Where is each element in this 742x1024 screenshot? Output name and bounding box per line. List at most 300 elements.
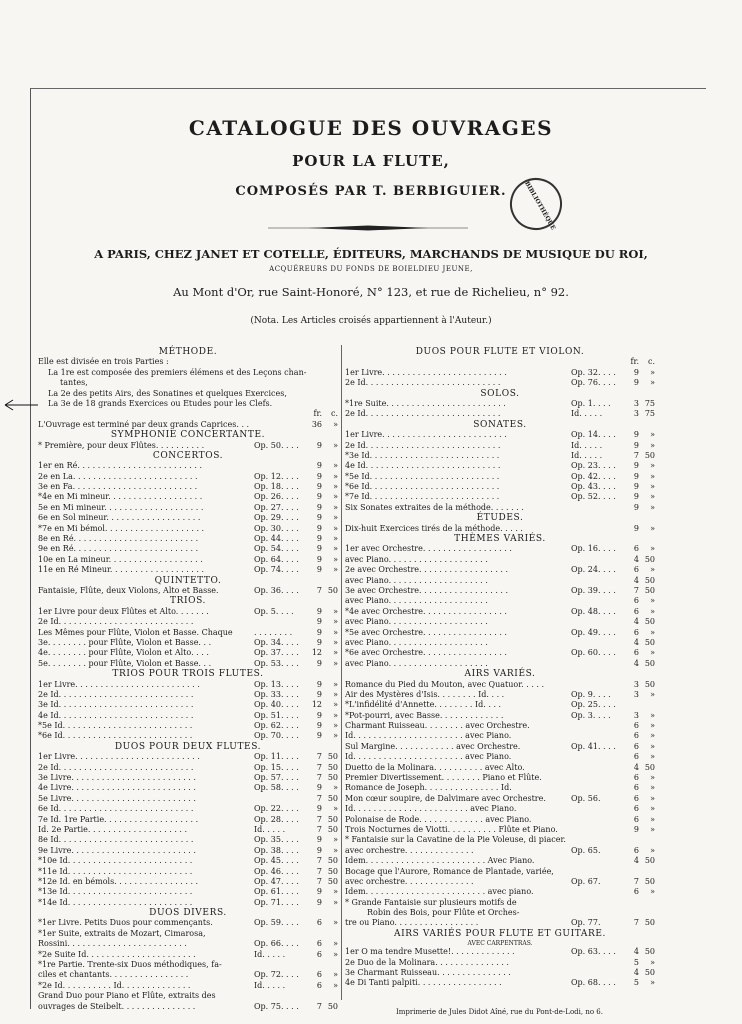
entry-title: *3e Id. . . . . . . . . . . . . . . . . . . . . . . . . . (345, 450, 500, 460)
catalogue-entry (38, 856, 338, 866)
catalogue-entry (38, 918, 338, 928)
entry-opus: Op. 58. . . . (254, 783, 299, 793)
entry-opus: Op. 75. . . . (254, 1001, 299, 1011)
entry-opus: . . . . . . . . (254, 627, 293, 637)
entry-price-centimes: » (650, 492, 655, 502)
catalogue-entry (38, 638, 338, 648)
entry-price-centimes: 50 (327, 762, 338, 772)
entry-opus: Op. 56. (571, 793, 601, 803)
catalogue-entry (38, 441, 338, 451)
publisher-subline: ACQUÉREURS DU FONDS DE BOIELDIEU JEUNE, (269, 265, 473, 273)
entry-price-francs: 9 (316, 783, 322, 793)
entry-price-centimes: » (650, 793, 655, 803)
catalogue-note: Elle est divisée en trois Parties : (38, 357, 169, 367)
entry-price-centimes: » (650, 523, 655, 533)
entry-price-francs: 7 (316, 752, 322, 762)
entry-title: 5e Livre. . . . . . . . . . . . . . . . . . . . . . . . . (38, 793, 196, 803)
entry-title: Six Sonates extraites de la méthode. . . . . . . (345, 502, 524, 512)
entry-price-francs: 9 (316, 523, 322, 533)
entry-opus: Op. 1. . . . (571, 398, 611, 408)
entry-title: 1er Livre. . . . . . . . . . . . . . . . . . . . . . . . . (345, 430, 507, 440)
catalogue-entry (38, 846, 338, 856)
margin-arrow-icon (2, 399, 38, 411)
catalogue-entry (345, 711, 655, 721)
entry-opus: Op. 71. . . . (254, 897, 299, 907)
catalogue-entry (345, 978, 655, 988)
entry-price-francs: 7 (633, 585, 639, 595)
entry-opus: Op. 22. . . . (254, 804, 299, 814)
entry-title: avec Piano. . . . . . . . . . . . . . . . . . . . (345, 658, 488, 668)
entry-price-francs: 7 (316, 1001, 322, 1011)
entry-price-centimes: 50 (644, 876, 655, 886)
entry-price-francs: 9 (316, 887, 322, 897)
entry-title: avec Piano. . . . . . . . . . . . . . . . . . . . (345, 637, 488, 647)
catalogue-entry (345, 648, 655, 658)
entry-opus: Op. 33. . . . (254, 689, 299, 699)
entry-price-francs: 9 (316, 658, 322, 668)
entry-title: ciles et chantants. . . . . . . . . . . . . . . . (38, 970, 189, 980)
entry-title: *7e Id. . . . . . . . . . . . . . . . . . . . . . . . . . (345, 492, 500, 502)
catalogue-entry (38, 409, 338, 419)
entry-price-centimes: » (650, 783, 655, 793)
catalogue-entry (38, 700, 338, 710)
entry-title: *6e Id. . . . . . . . . . . . . . . . . . . . . . . . . . (38, 731, 193, 741)
entry-price-centimes: » (333, 637, 338, 647)
entry-price-centimes: » (650, 502, 655, 512)
catalogue-entry (345, 783, 655, 793)
entry-price-francs: 6 (633, 565, 639, 575)
entry-opus: Op. 50. . . . (254, 440, 299, 450)
entry-price-francs: 6 (633, 544, 639, 554)
entry-opus: Op. 51. . . . (254, 710, 299, 720)
catalogue-note: La 3e de 18 grands Exercices ou Études pour les Clefs. (48, 398, 273, 408)
entry-price-centimes: 50 (327, 876, 338, 886)
catalogue-entry (38, 721, 338, 731)
entry-price-francs: 9 (633, 471, 639, 481)
entry-title: *5e Id. . . . . . . . . . . . . . . . . . . . . . . . . . (38, 721, 193, 731)
entry-price-centimes: » (333, 565, 338, 575)
entry-price-centimes: » (333, 419, 338, 429)
entry-opus: Id. . . . . (571, 440, 603, 450)
entry-title: *5e avec Orchestre. . . . . . . . . . . . . . . . . (345, 627, 507, 637)
printer-footer: Imprimerie de Jules Didot Aîné, rue du Pont-de-Lodi, no 6. (396, 1008, 603, 1016)
catalogue-entry (38, 524, 338, 534)
catalogue-entry (345, 700, 655, 710)
entry-title: 4e Id. . . . . . . . . . . . . . . . . . . . . . . . . . . (345, 461, 501, 471)
catalogue-note: * Grande Fantaisie sur plusieurs motifs de (345, 897, 517, 907)
entry-price-francs: 9 (316, 502, 322, 512)
entry-price-francs: 6 (633, 793, 639, 803)
entry-price-francs: 9 (316, 835, 322, 845)
entry-price-francs: 6 (633, 752, 639, 762)
catalogue-entry (345, 357, 655, 367)
entry-title: Romance de Joseph. . . . . . . . . . . . . . . Id. (345, 783, 512, 793)
entry-title: 1er Livre pour deux Flûtes et Alto. . . . . . . (38, 606, 209, 616)
catalogue-entry (345, 576, 655, 586)
entry-price-francs: 9 (633, 492, 639, 502)
entry-price-centimes: » (650, 606, 655, 616)
catalogue-entry (345, 638, 655, 648)
entry-price-francs: 6 (633, 845, 639, 855)
entry-title: 3e avec Orchestre. . . . . . . . . . . . . . . . . . (345, 585, 509, 595)
catalogue-entry (345, 690, 655, 700)
entry-price-francs: 4 (633, 554, 639, 564)
entry-title: avec Piano. . . . . . . . . . . . . . . . . . . . (345, 575, 488, 585)
entry-price-centimes: 50 (644, 575, 655, 585)
entry-title: 2e Id. . . . . . . . . . . . . . . . . . . . . . . . . . . (345, 378, 501, 388)
entry-price-francs: 6 (316, 939, 322, 949)
section-heading: AIRS VARIÉS POUR FLUTE ET GUITARE. (394, 928, 606, 939)
entry-title: 3e. . . . . . . . pour Flûte, Violon et Basse. . . (38, 637, 212, 647)
entry-title: 3e Id. . . . . . . . . . . . . . . . . . . . . . . . . . . (38, 700, 194, 710)
section-heading: SYMPHONIE CONCERTANTE. (110, 430, 266, 441)
catalogue-entry (345, 731, 655, 741)
entry-price-centimes: 50 (644, 918, 655, 928)
catalogue-entry (345, 441, 655, 451)
catalogue-subtitle: POUR LA FLUTE, (292, 152, 450, 170)
entry-price-centimes: » (333, 658, 338, 668)
catalogue-entry (38, 950, 338, 960)
catalogue-entry (345, 763, 655, 773)
entry-price-francs: 12 (311, 700, 322, 710)
catalogue-note: *1er Suite, extraits de Mozart, Cimarosa, (38, 928, 206, 938)
entry-price-francs: 6 (633, 627, 639, 637)
entry-price-centimes: » (650, 845, 655, 855)
entry-opus: Op. 16. . . . (571, 544, 616, 554)
catalogue-entry (38, 420, 338, 430)
entry-title: 5e en Mi mineur. . . . . . . . . . . . . . . . . . . . (38, 502, 204, 512)
entry-opus: Op. 66. . . . (254, 939, 299, 949)
entry-price-francs: 7 (633, 450, 639, 460)
catalogue-entry (38, 503, 338, 513)
catalogue-entry (38, 513, 338, 523)
entry-price-centimes: » (333, 492, 338, 502)
entry-price-francs: 6 (633, 814, 639, 824)
entry-title: 2e en La. . . . . . . . . . . . . . . . . . . . . . . . . (38, 471, 198, 481)
catalogue-entry (38, 773, 338, 783)
catalogue-entry (345, 825, 655, 835)
entry-title: *11e Id. . . . . . . . . . . . . . . . . . . . . . . . . (38, 866, 193, 876)
entry-opus: Op. 26. . . . (254, 492, 299, 502)
entry-price-francs: 7 (316, 856, 322, 866)
entry-price-francs: 3 (633, 679, 639, 689)
entry-title: 8e Id. . . . . . . . . . . . . . . . . . . . . . . . . . . (38, 835, 194, 845)
entry-opus: Id. . . . . (254, 824, 286, 834)
entry-price-centimes: » (333, 679, 338, 689)
entry-opus: Op. 63. . . . (571, 947, 616, 957)
entry-title: *13e Id. . . . . . . . . . . . . . . . . . . . . . . . . (38, 887, 193, 897)
entry-price-francs: 7 (633, 918, 639, 928)
entry-price-centimes: » (333, 845, 338, 855)
entry-opus: Op. 74. . . . (254, 565, 299, 575)
catalogue-entry (345, 565, 655, 575)
entry-title: 6e en Sol mineur. . . . . . . . . . . . . . . . . . . (38, 513, 201, 523)
entry-price-centimes: » (650, 887, 655, 897)
entry-price-centimes: c. (647, 357, 655, 367)
catalogue-entry (38, 659, 338, 669)
entry-price-francs: 5 (633, 978, 639, 988)
entry-opus: Op. 12. . . . (254, 471, 299, 481)
catalogue-entry (38, 1002, 338, 1012)
entry-opus: Op. 35. . . . (254, 835, 299, 845)
catalogue-entry (345, 877, 655, 887)
entry-title: Rossini. . . . . . . . . . . . . . . . . . . . . . . . (38, 939, 187, 949)
entry-opus: Op. 61. . . . (254, 887, 299, 897)
entry-opus: Op. 25. . . . (571, 700, 616, 710)
entry-title: ouvrages de Steibelt. . . . . . . . . . . . . . . (38, 1001, 196, 1011)
entry-opus: Id. . . . . (254, 949, 286, 959)
entry-price-centimes: » (650, 378, 655, 388)
catalogue-note: * Fantaisie sur la Cavatine de la Pie Voleuse, di piacer. (345, 835, 566, 845)
entry-price-francs: 4 (633, 658, 639, 668)
entry-title: Romance du Pied du Mouton, avec Quatuor. . . . . (345, 679, 545, 689)
catalogue-entry (345, 461, 655, 471)
entry-opus: Op. 53. . . . (254, 658, 299, 668)
entry-title: *6e Id. . . . . . . . . . . . . . . . . . . . . . . . . . (345, 482, 500, 492)
entry-price-francs: fr. (313, 409, 322, 419)
ornamental-rule (268, 224, 468, 232)
catalogue-entry (38, 815, 338, 825)
entry-price-francs: 6 (633, 783, 639, 793)
entry-price-francs: 9 (316, 492, 322, 502)
entry-title: * Première, pour deux Flûtes. . . . . . . . . . (38, 440, 205, 450)
entry-title: 1er Livre. . . . . . . . . . . . . . . . . . . . . . . . . (38, 679, 200, 689)
catalogue-entry (345, 430, 655, 440)
entry-title: 1er O ma tendre Musette!. . . . . . . . . . . . . (345, 947, 515, 957)
entry-title: 2e avec Orchestre. . . . . . . . . . . . . . . . . . (345, 565, 509, 575)
entry-price-francs: 4 (633, 575, 639, 585)
entry-price-francs: 4 (633, 762, 639, 772)
entry-opus: Op. 5. . . . (254, 606, 294, 616)
catalogue-entry (38, 534, 338, 544)
entry-opus: Op. 76. . . . (571, 378, 616, 388)
entry-title: Sul Margine. . . . . . . . . . . . avec Orchestre. (345, 741, 521, 751)
entry-title: 1er en Ré. . . . . . . . . . . . . . . . . . . . . . . . . (38, 461, 202, 471)
catalogue-entry (38, 586, 338, 596)
entry-title: avec Piano. . . . . . . . . . . . . . . . . . . . (345, 596, 488, 606)
entry-price-francs: 4 (633, 968, 639, 978)
entry-price-francs: 6 (633, 596, 639, 606)
entry-price-centimes: 50 (644, 637, 655, 647)
catalogue-note: *1re Partie. Trente-six Duos méthodiques, fa- (38, 960, 222, 970)
catalogue-entry (345, 607, 655, 617)
entry-opus: Op. 62. . . . (254, 721, 299, 731)
entry-title: avec orchestre. . . . . . . . . . . . . . (345, 876, 474, 886)
section-heading: CONCERTOS. (152, 450, 224, 461)
section-heading: ÉTUDES. (476, 513, 524, 524)
entry-price-francs: 9 (316, 554, 322, 564)
entry-title: *Pot-pourri, avec Basse. . . . . . . . . . . . . (345, 710, 504, 720)
entry-opus: Op. 14. . . . (571, 430, 616, 440)
catalogue-entry (345, 378, 655, 388)
entry-price-francs: 7 (316, 876, 322, 886)
entry-price-centimes: 50 (644, 762, 655, 772)
entry-price-centimes: » (333, 606, 338, 616)
entry-price-francs: 4 (633, 637, 639, 647)
entry-price-francs: 3 (633, 689, 639, 699)
entry-title: avec Piano. . . . . . . . . . . . . . . . . . . . (345, 617, 488, 627)
entry-title: 6e Id. . . . . . . . . . . . . . . . . . . . . . . . . . . (38, 804, 194, 814)
entry-title: avec Piano. . . . . . . . . . . . . . . . . . . . (345, 554, 488, 564)
entry-price-francs: 6 (633, 721, 639, 731)
entry-opus: Id. . . . . (254, 980, 286, 990)
entry-price-francs: 6 (316, 918, 322, 928)
entry-title: 4e Di Tanti palpiti. . . . . . . . . . . . . . . . . (345, 978, 502, 988)
entry-opus: Op. 77. (571, 918, 601, 928)
catalogue-entry (345, 794, 655, 804)
entry-price-centimes: » (650, 773, 655, 783)
entry-title: 4e. . . . . . . . pour Flûte, Violon et Alto. . . . (38, 648, 209, 658)
entry-price-centimes: 50 (327, 585, 338, 595)
entry-price-francs: 9 (633, 502, 639, 512)
catalogue-entry (345, 586, 655, 596)
entry-title: *4e avec Orchestre. . . . . . . . . . . . . . . . . (345, 606, 507, 616)
entry-title: *2e Id. . . . . . . . . . Id. . . . . . . . . . . . . . (38, 980, 191, 990)
entry-title: Air des Mystères d'Isis. . . . . . . . Id. . . . (345, 689, 505, 699)
entry-price-centimes: 50 (644, 856, 655, 866)
entry-price-francs: 9 (316, 710, 322, 720)
section-heading: QUINTETTO. (154, 575, 222, 586)
entry-price-centimes: » (650, 482, 655, 492)
entry-price-francs: 6 (633, 606, 639, 616)
entry-opus: Op. 48. . . . (571, 606, 616, 616)
entry-opus: Op. 28. . . . (254, 814, 299, 824)
entry-opus: Op. 59. . . . (254, 918, 299, 928)
entry-price-francs: 9 (316, 627, 322, 637)
catalogue-entry (38, 492, 338, 502)
entry-price-francs: 4 (633, 617, 639, 627)
catalogue-entry (345, 947, 655, 957)
catalogue-entry (345, 958, 655, 968)
entry-price-centimes: » (650, 461, 655, 471)
entry-price-centimes: » (333, 461, 338, 471)
entry-price-centimes: » (333, 918, 338, 928)
entry-title: Id. . . . . . . . . . . . . . . . . . . . . . avec Piano. (345, 731, 512, 741)
catalogue-entry (38, 794, 338, 804)
section-heading: DUOS POUR DEUX FLUTES. (114, 741, 262, 752)
entry-price-francs: 7 (633, 876, 639, 886)
entry-title: *5e Id. . . . . . . . . . . . . . . . . . . . . . . . . . (345, 471, 500, 481)
entry-price-centimes: » (333, 783, 338, 793)
catalogue-entry (38, 877, 338, 887)
catalogue-note: La 2e des petits Airs, des Sonatines et quelques Exercices, (48, 388, 287, 398)
entry-price-francs: 9 (316, 534, 322, 544)
entry-price-francs: 9 (316, 471, 322, 481)
entry-price-centimes: 50 (644, 554, 655, 564)
entry-price-francs: 9 (316, 544, 322, 554)
entry-price-centimes: » (650, 814, 655, 824)
entry-price-francs: 3 (633, 409, 639, 419)
section-heading: TRIOS. (169, 596, 207, 607)
entry-price-centimes: » (333, 513, 338, 523)
entry-title: Premier Divertissement. . . . . . . . Piano et Flûte. (345, 773, 542, 783)
entry-title: *1er Livre. Petits Duos pour commençants. (38, 918, 213, 928)
catalogue-note: Bocage que l'Aurore, Romance de Plantade, variée, (345, 866, 554, 876)
entry-opus: Op. 24. . . . (571, 565, 616, 575)
entry-price-centimes: 50 (644, 585, 655, 595)
entry-opus: Op. 37. . . . (254, 648, 299, 658)
entry-price-francs: 36 (311, 419, 322, 429)
entry-price-francs: 9 (316, 679, 322, 689)
entry-price-francs: 9 (316, 637, 322, 647)
entry-price-francs: 9 (633, 430, 639, 440)
entry-price-centimes: 50 (327, 773, 338, 783)
catalogue-entry (345, 659, 655, 669)
entry-opus: Op. 36. . . . (254, 585, 299, 595)
entry-price-centimes: 50 (327, 752, 338, 762)
entry-title: *1re Suite. . . . . . . . . . . . . . . . . . . . . . . . (345, 398, 506, 408)
entry-title: 1er Livre. . . . . . . . . . . . . . . . . . . . . . . . . (345, 367, 507, 377)
catalogue-entry (38, 752, 338, 762)
catalogue-note: Robin des Bois, pour Flûte et Orches- (367, 908, 520, 918)
entry-title: *2e Suite Id. . . . . . . . . . . . . . . . . . . . . . (38, 949, 196, 959)
catalogue-entry (38, 711, 338, 721)
entry-opus: Id. . . . . (571, 409, 603, 419)
entry-title: *10e Id. . . . . . . . . . . . . . . . . . . . . . . . . (38, 856, 193, 866)
entry-opus: Op. 11. . . . (254, 752, 299, 762)
entry-price-francs: 9 (316, 731, 322, 741)
entry-price-centimes: 50 (644, 968, 655, 978)
catalogue-note: Grand Duo pour Piano et Flûte, extraits des (38, 991, 216, 1001)
catalogue-title: CATALOGUE DES OUVRAGES (188, 116, 554, 140)
entry-price-francs: 9 (316, 804, 322, 814)
entry-title: 8e en Ré. . . . . . . . . . . . . . . . . . . . . . . . . (38, 534, 199, 544)
entry-title: Trois Nocturnes de Viotti. . . . . . . . . . Flûte et Piano. (345, 824, 558, 834)
entry-price-francs: fr. (630, 357, 639, 367)
right-column (345, 347, 655, 989)
entry-opus: Op. 30. . . . (254, 523, 299, 533)
entry-price-centimes: » (650, 978, 655, 988)
entry-price-centimes: » (333, 804, 338, 814)
entry-title: L'Ouvrage est terminé par deux grands Caprices. . . (38, 419, 250, 429)
entry-opus: Op. 65. (571, 845, 601, 855)
entry-price-centimes: » (333, 534, 338, 544)
entry-opus: Op. 43. . . . (571, 482, 616, 492)
catalogue-entry (345, 451, 655, 461)
entry-price-francs: 3 (633, 710, 639, 720)
catalogue-entry (38, 690, 338, 700)
entry-title: 3e Charmant Ruisseau. . . . . . . . . . . . . . . (345, 968, 511, 978)
catalogue-entry (38, 867, 338, 877)
entry-price-francs: 9 (316, 617, 322, 627)
entry-opus: Op. 38. . . . (254, 845, 299, 855)
entry-opus: Op. 23. . . . (571, 461, 616, 471)
entry-price-centimes: » (650, 648, 655, 658)
section-heading: DUOS POUR FLUTE ET VIOLON. (415, 347, 585, 357)
entry-price-centimes: » (650, 544, 655, 554)
entry-price-centimes: » (650, 367, 655, 377)
entry-price-centimes: 75 (644, 398, 655, 408)
entry-price-francs: 7 (316, 824, 322, 834)
entry-title: Dix-huit Exercices tirés de la méthode. . . . . (345, 523, 523, 533)
entry-price-francs: 9 (633, 824, 639, 834)
catalogue-entry (38, 482, 338, 492)
publisher-line: A PARIS, CHEZ JANET ET COTELLE, ÉDITEURS, MARCHANDS DE MUSIQUE DU ROI, (94, 247, 648, 261)
entry-price-francs: 4 (633, 856, 639, 866)
catalogue-entry (345, 773, 655, 783)
entry-price-francs: 9 (316, 721, 322, 731)
entry-title: 7e Id. 1re Partie. . . . . . . . . . . . . . . . . . . (38, 814, 199, 824)
left-column (38, 347, 338, 1012)
entry-opus: Op. 15. . . . (254, 762, 299, 772)
entry-price-centimes: » (650, 627, 655, 637)
entry-price-centimes: » (333, 440, 338, 450)
entry-opus: Op. 45. . . . (254, 856, 299, 866)
entry-opus: Id. . . . . (571, 450, 603, 460)
entry-opus: Op. 44. . . . (254, 534, 299, 544)
entry-price-francs: 9 (316, 440, 322, 450)
section-heading: AIRS VARIÉS. (464, 669, 536, 680)
